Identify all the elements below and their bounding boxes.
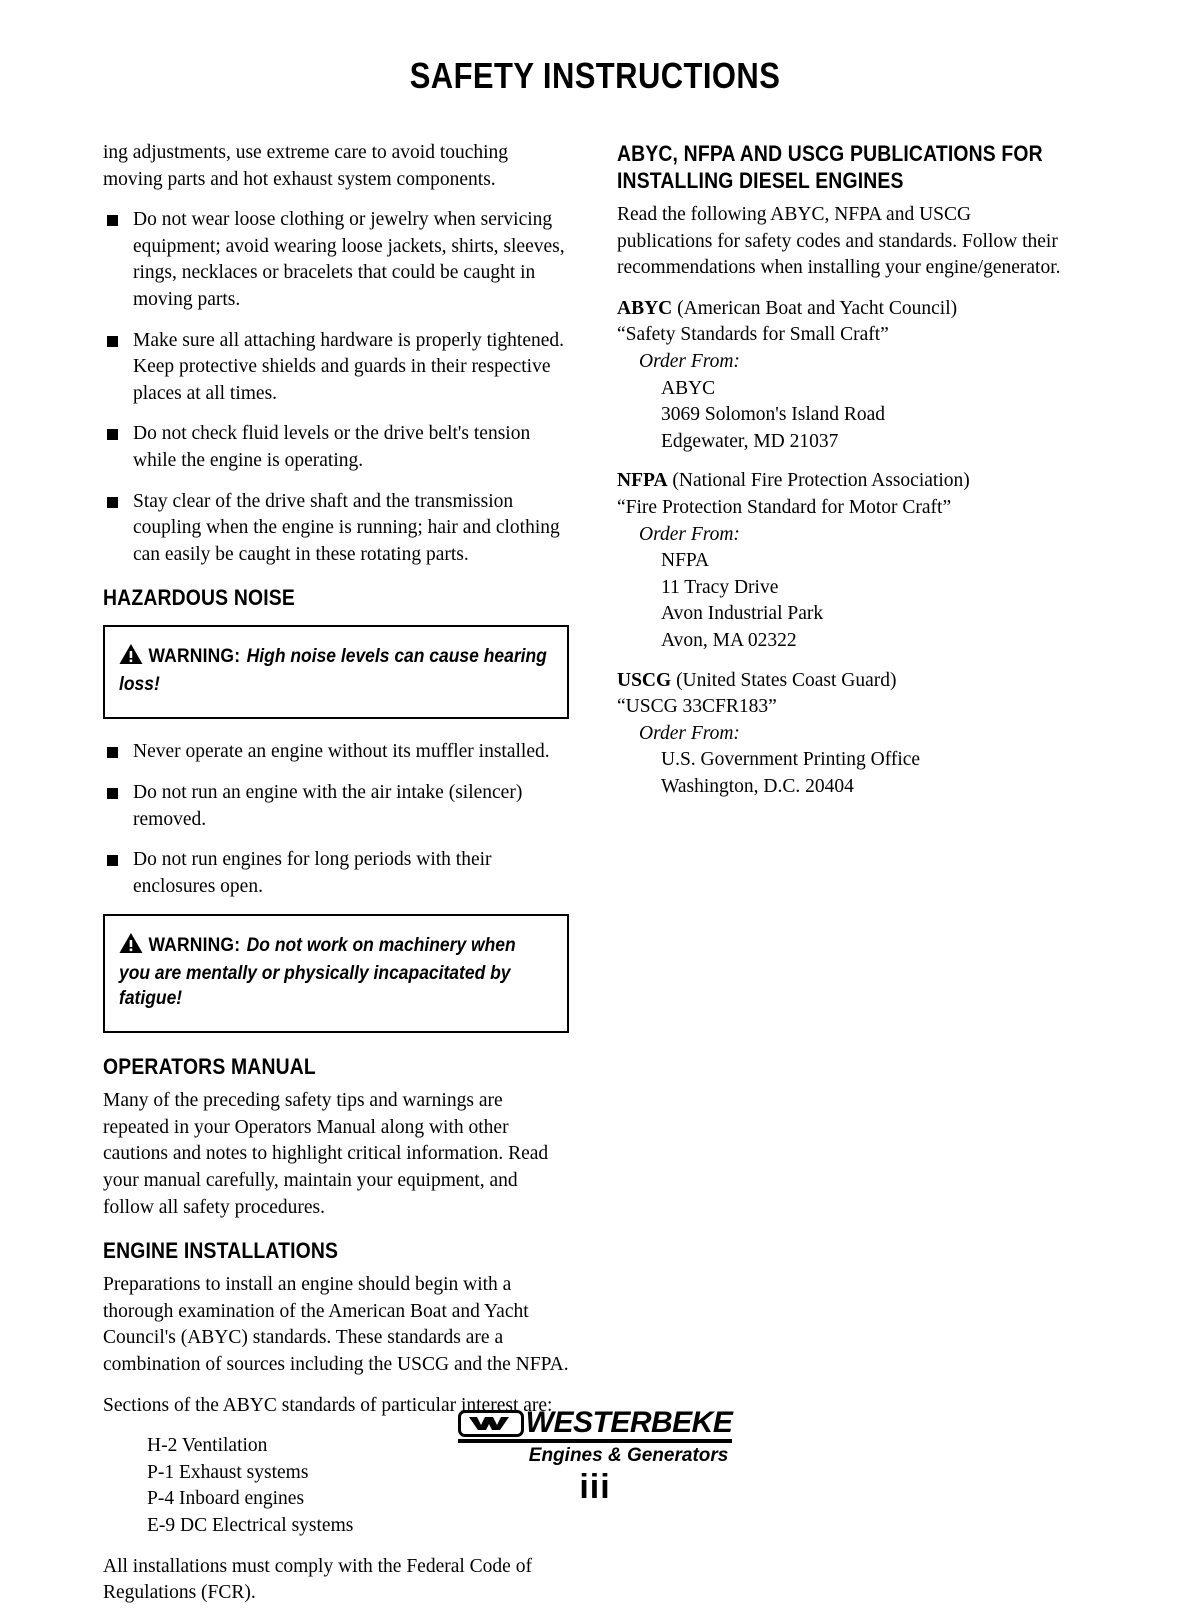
list-item <box>103 847 569 900</box>
list-item: E-9 DC Electrical systems <box>147 1515 354 1536</box>
address-line: 11 Tracy Drive <box>661 576 779 598</box>
warning-content <box>119 643 550 697</box>
logo-brand-row <box>458 1408 733 1438</box>
square-bullet-icon <box>107 747 118 758</box>
address-line: ABYC <box>661 377 716 399</box>
organization-address <box>661 548 1069 654</box>
warning-content <box>119 932 550 1011</box>
square-bullet-icon <box>107 336 118 347</box>
list-item <box>103 489 569 569</box>
brand-tagline: Engines & Generators <box>528 1445 729 1466</box>
organization-address <box>661 376 1069 456</box>
address-line: Edgewater, MD 21037 <box>661 430 839 452</box>
warning-label: WARNING: <box>148 646 241 668</box>
engine-installations-paragraph-1: Preparations to install an engine should begin with a thorough examination of the American Boat and Yacht Council's (ABYC) standards. These standards are a combination of sources including the USCG and the NFPA. <box>103 1274 569 1376</box>
organization-abbr: ABYC <box>617 297 673 319</box>
organization-block-uscg <box>617 668 1069 801</box>
page-number: iii <box>579 1468 611 1506</box>
list-item-text: Do not check fluid levels or the drive belt's tension while the engine is operating. <box>133 423 531 471</box>
engine-installations-paragraph-2: Sections of the ABYC standards of particular interest are: <box>103 1394 553 1416</box>
brand-name: WESTERBEKE <box>525 1406 733 1439</box>
list-item-text: Do not run engines for long periods with their enclosures open. <box>133 849 492 897</box>
westerbeke-w-badge-icon <box>458 1410 524 1437</box>
address-line: U.S. Government Printing Office <box>661 749 921 771</box>
address-line: NFPA <box>661 550 710 572</box>
organization-full-name: (National Fire Protection Association) <box>672 470 970 492</box>
list-item-text: Do not wear loose clothing or jewelry when servicing equipment; avoid wearing loose jackets, shirts, sleeves, rings, necklaces or bracelets that could be caught in moving parts. <box>133 209 565 310</box>
warning-box-hazardous-noise <box>103 625 569 719</box>
warning-triangle-icon <box>119 932 143 961</box>
westerbeke-logo <box>458 1408 733 1467</box>
section-heading-operators-manual: OPERATORS MANUAL <box>103 1054 316 1080</box>
address-line: Washington, D.C. 20404 <box>661 775 854 797</box>
list-item <box>103 421 569 474</box>
list-item: H-2 Ventilation <box>147 1435 268 1457</box>
list-item: P-1 Exhaust systems <box>147 1461 309 1483</box>
organization-name-line <box>617 296 1069 323</box>
list-item-text: Stay clear of the drive shaft and the transmission coupling when the engine is running; hair and clothing can easily be caught in these rotating parts. <box>133 490 560 565</box>
organization-name-line <box>617 668 1069 695</box>
noise-bullet-list <box>103 739 569 900</box>
square-bullet-icon <box>107 215 118 226</box>
right-column <box>617 140 1069 813</box>
square-bullet-icon <box>107 497 118 508</box>
list-item <box>103 207 569 313</box>
warning-box-fatigue <box>103 914 569 1033</box>
section-heading-hazardous-noise: HAZARDOUS NOISE <box>103 585 295 611</box>
organization-publication: “USCG 33CFR183” <box>617 696 777 718</box>
continued-paragraph: ing adjustments, use extreme care to avoid touching moving parts and hot exhaust system components. <box>103 142 509 190</box>
address-line: 3069 Solomon's Island Road <box>661 404 885 426</box>
address-line: Avon Industrial Park <box>661 603 824 625</box>
organization-abbr: NFPA <box>617 470 668 492</box>
warning-triangle-icon <box>119 643 143 672</box>
organization-address <box>661 747 1069 800</box>
organization-publication: “Safety Standards for Small Craft” <box>617 324 889 346</box>
list-item-text: Make sure all attaching hardware is properly tightened. Keep protective shields and guards in their respective places at all times. <box>133 329 565 404</box>
organization-name-line <box>617 468 1069 495</box>
page-title: SAFETY INSTRUCTIONS <box>409 55 781 96</box>
organization-full-name: (United States Coast Guard) <box>676 669 897 691</box>
organization-full-name: (American Boat and Yacht Council) <box>677 297 958 319</box>
operators-manual-paragraph: Many of the preceding safety tips and warnings are repeated in your Operators Manual along with other cautions and notes to highlight critical information. Read your manual carefully, maintain your equipment, and follow all safety procedures. <box>103 1090 549 1218</box>
organization-abbr: USCG <box>617 669 672 691</box>
list-item-text: Never operate an engine without its muffler installed. <box>133 741 550 763</box>
safety-bullet-list <box>103 207 569 568</box>
engine-installations-paragraph-3: All installations must comply with the Federal Code of Regulations (FCR). <box>103 1555 532 1604</box>
warning-message: Do not work on machinery when you are mentally or physically incapacitated by fatigue! <box>119 935 516 1010</box>
warning-label: WARNING: <box>148 935 241 957</box>
warning-message: High noise levels can cause hearing loss! <box>119 646 547 696</box>
list-item: P-4 Inboard engines <box>147 1488 305 1510</box>
address-line: Avon, MA 02322 <box>661 629 797 651</box>
left-column <box>103 140 569 1621</box>
list-item <box>103 780 569 833</box>
list-item <box>103 739 569 766</box>
section-heading-publications: ABYC, NFPA AND USCG PUBLICATIONS FOR INSTALLING DIESEL ENGINES <box>617 141 1043 193</box>
order-from-label: Order From: <box>639 722 740 744</box>
section-heading-engine-installations: ENGINE INSTALLATIONS <box>103 1238 339 1264</box>
footer <box>0 1408 1190 1467</box>
publications-intro-paragraph: Read the following ABYC, NFPA and USCG publications for safety codes and standards. Follow their recommendations when installing your engine/generator. <box>617 204 1061 279</box>
order-from-label: Order From: <box>639 523 740 545</box>
list-item-text: Do not run an engine with the air intake (silencer) removed. <box>133 781 523 830</box>
organization-block-abyc <box>617 296 1069 456</box>
square-bullet-icon <box>107 788 118 799</box>
order-from-label: Order From: <box>639 350 740 372</box>
square-bullet-icon <box>107 429 118 440</box>
organization-block-nfpa <box>617 468 1069 654</box>
square-bullet-icon <box>107 855 118 866</box>
organization-publication: “Fire Protection Standard for Motor Craft” <box>617 496 952 518</box>
logo-divider <box>458 1439 733 1443</box>
list-item <box>103 328 569 408</box>
